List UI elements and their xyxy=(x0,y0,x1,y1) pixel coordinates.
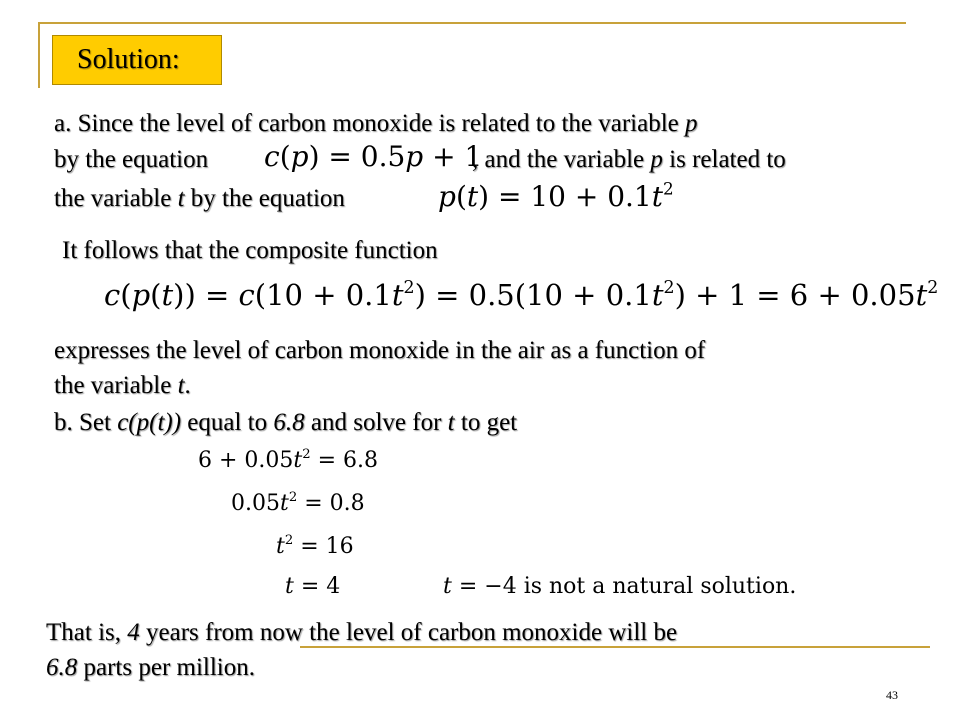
eq-text: 6 + 0.05 xyxy=(198,448,294,473)
part-a-line-3 xyxy=(54,181,345,216)
sym-c: c xyxy=(238,278,255,312)
expr-c-p-t: c(p(t)) xyxy=(117,409,182,436)
text: to get xyxy=(454,409,518,436)
eq-text: = 4 xyxy=(293,574,341,599)
text: the variable xyxy=(54,372,178,399)
sym-t: t xyxy=(651,278,664,312)
var-p: p xyxy=(650,146,663,173)
top-rule xyxy=(38,22,906,24)
sym-t: t xyxy=(391,278,404,312)
solve-step-3 xyxy=(276,534,354,559)
value-6-8: 6.8 xyxy=(46,654,78,681)
sym-p: p xyxy=(290,140,309,173)
exponent: 2 xyxy=(288,489,298,505)
part-a-line-2-end xyxy=(472,142,786,177)
sym-t: t xyxy=(276,534,285,559)
eq-text: ) = 10 + 0.1 xyxy=(478,180,652,213)
eq-text: ( xyxy=(120,278,132,312)
exponent: 2 xyxy=(663,277,675,298)
solution-badge: Solution: xyxy=(52,35,222,85)
solve-step-2 xyxy=(231,491,365,516)
sym-c: c xyxy=(264,140,280,173)
eq-text: )) = xyxy=(173,278,239,312)
sym-t: t xyxy=(279,491,289,516)
text: a. Since the level of carbon monoxide is related to the variable xyxy=(54,110,686,137)
text: by the equation xyxy=(184,185,345,212)
left-rule xyxy=(38,22,40,88)
sym-t: t xyxy=(161,278,174,312)
var-t: t xyxy=(177,372,185,399)
sym-p: p xyxy=(131,278,151,312)
eq-text: = 0.8 xyxy=(297,491,365,516)
value-4: 4 xyxy=(127,619,140,646)
sym-t: t xyxy=(651,180,664,213)
conclusion-line-2 xyxy=(46,650,255,685)
equation-composite xyxy=(104,278,938,312)
expresses-line-2 xyxy=(54,368,191,403)
eq-text: + 1 xyxy=(423,140,483,173)
part-a-line-2-start xyxy=(54,142,208,177)
eq-text: 0.05 xyxy=(231,491,280,516)
eq-text: ( xyxy=(150,278,162,312)
exponent: 2 xyxy=(403,277,415,298)
composite-intro: It follows that the composite function xyxy=(62,237,438,264)
equation-p-of-t: $p(t) = 10 + 0.1t^2$ xyxy=(438,178,674,213)
sym-t: t xyxy=(293,448,303,473)
conclusion-line-1 xyxy=(46,615,677,650)
sym-t: t xyxy=(915,278,928,312)
sym-c: c xyxy=(104,278,121,312)
text: b. Set xyxy=(54,409,118,436)
eq-text: ) = 0.5(10 + 0.1 xyxy=(414,278,652,312)
var-t: t xyxy=(177,185,185,212)
var-p: p xyxy=(685,110,698,137)
eq-text: = 6.8 xyxy=(310,448,379,473)
text: by the equation xyxy=(54,146,209,173)
exponent: 2 xyxy=(663,178,674,199)
value-6-8: 6.8 xyxy=(273,409,305,436)
eq-text: ) + 1 = 6 + 0.05 xyxy=(674,278,916,312)
sym-t: t xyxy=(443,574,452,599)
text: That is, xyxy=(46,619,128,646)
eq-text: = −4 is not a natural solution. xyxy=(451,574,797,599)
eq-text: = 16 xyxy=(293,534,354,559)
equation-c-of-p: c(p) = 0.5p + 1 xyxy=(264,140,483,173)
exponent: 2 xyxy=(302,446,311,462)
text: is related to xyxy=(662,146,786,173)
solve-step-1 xyxy=(198,448,378,473)
eq-text: (10 + 0.1 xyxy=(254,278,392,312)
text: and solve for xyxy=(304,409,448,436)
text: equal to xyxy=(181,409,274,436)
part-b-line xyxy=(54,405,517,440)
sym-t: t xyxy=(285,574,294,599)
exponent: 2 xyxy=(927,277,939,298)
var-t: t xyxy=(447,409,455,436)
text: , and the variable xyxy=(472,146,651,173)
solve-step-4 xyxy=(285,574,340,599)
page-number: 43 xyxy=(886,688,898,702)
sym-t: t xyxy=(466,180,479,213)
solve-note xyxy=(443,574,796,599)
sym-p: p xyxy=(438,180,456,213)
eq-text: ) = 0.5 xyxy=(308,140,406,173)
text: parts per million. xyxy=(77,654,255,681)
exponent: 2 xyxy=(284,532,294,548)
expresses-line-1: expresses the level of carbon monoxide in the air as a function of xyxy=(54,337,706,364)
part-a-line-1 xyxy=(54,106,698,141)
sym-p: p xyxy=(405,140,424,173)
text: years from now the level of carbon monoxide will be xyxy=(139,619,678,646)
text: the variable xyxy=(54,185,178,212)
text: . xyxy=(184,372,191,399)
